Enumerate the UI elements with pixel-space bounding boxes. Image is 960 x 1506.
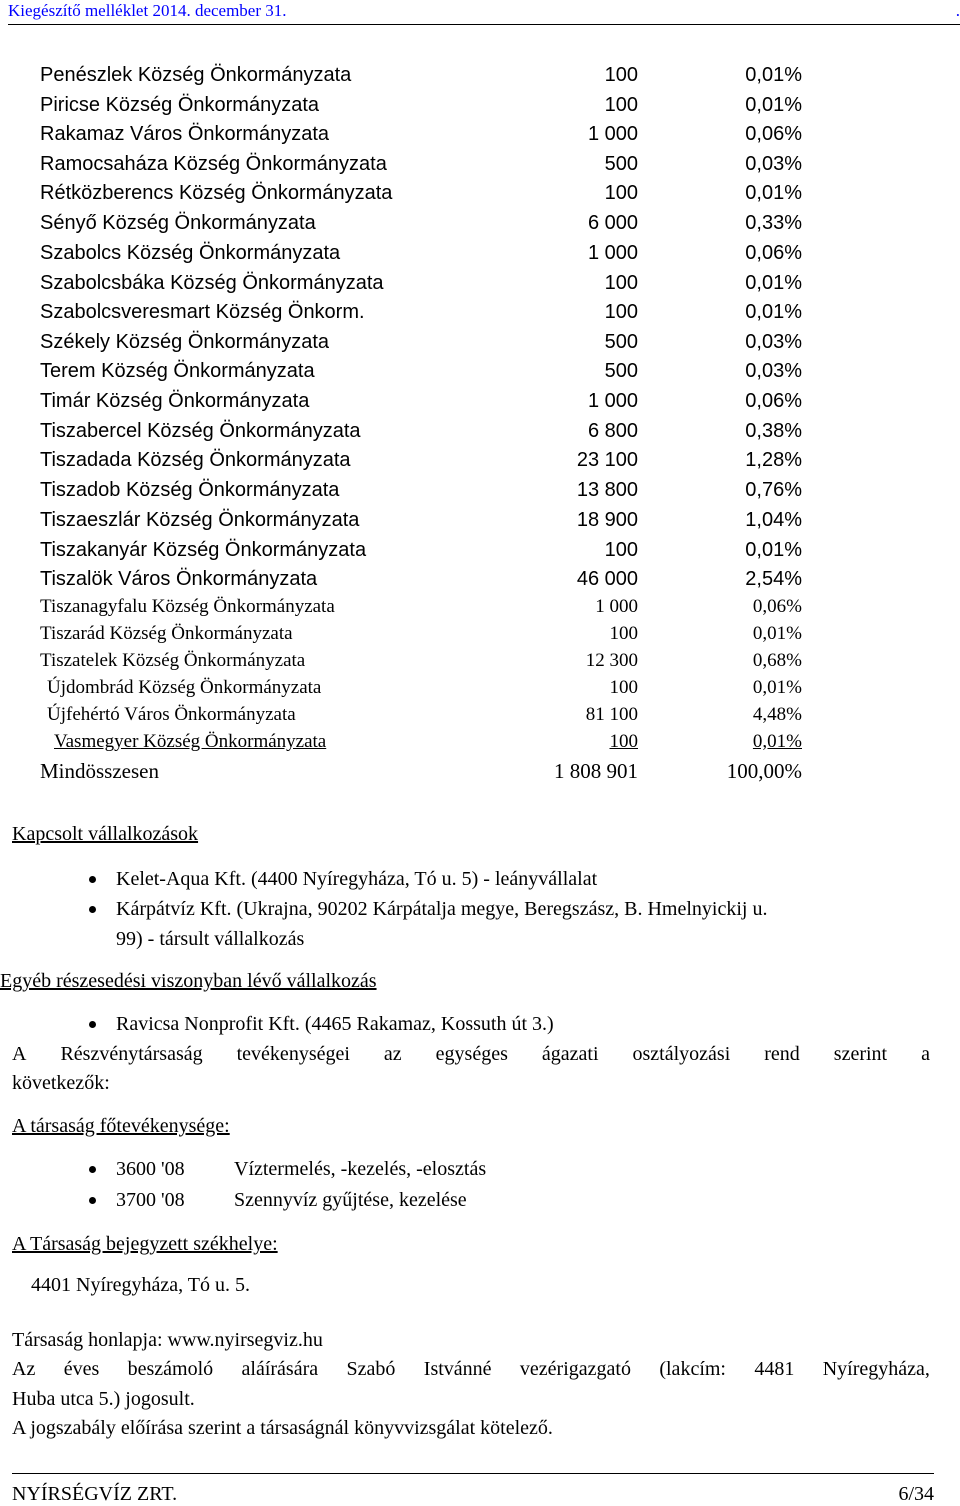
word: beszámoló xyxy=(127,1358,214,1380)
row-name: Tiszanagyfalu Község Önkormányzata xyxy=(40,596,335,617)
word: Szabó xyxy=(346,1358,396,1380)
row-name: Rétközberencs Község Önkormányzata xyxy=(40,182,393,204)
table-row xyxy=(0,388,960,414)
table-row xyxy=(0,121,960,147)
related-item-2-line2: 99) - társult vállalkozás xyxy=(116,928,305,950)
row-percentage: 0,38% xyxy=(745,420,802,442)
table-row xyxy=(0,418,960,444)
row-name: Szabolcsveresmart Község Önkorm. xyxy=(40,301,365,323)
related-item-2-line1: Kárpátvíz Kft. (Ukrajna, 90202 Kárpátalja megye, Beregszász, B. Hmelnyickij u. xyxy=(116,898,768,920)
row-percentage: 0,01% xyxy=(752,731,802,752)
row-name: Vasmegyer Község Önkormányzata xyxy=(54,731,327,752)
word: (lakcím: xyxy=(659,1358,726,1380)
row-name: Rakamaz Város Önkormányzata xyxy=(40,123,330,145)
row-amount: 18 900 xyxy=(576,509,638,531)
bullet xyxy=(89,1166,96,1173)
table-row xyxy=(0,477,960,503)
row-name: Tiszadob Község Önkormányzata xyxy=(40,479,340,501)
row-name: Tiszaeszlár Község Önkormányzata xyxy=(40,509,360,531)
seat-address: 4401 Nyíregyháza, Tó u. 5. xyxy=(31,1274,251,1296)
row-percentage: 0,01% xyxy=(745,301,802,323)
table-row xyxy=(0,447,960,473)
row-amount: 100 xyxy=(604,301,638,323)
table-row xyxy=(0,622,960,646)
row-amount: 6 800 xyxy=(587,420,638,442)
row-percentage: 0,03% xyxy=(745,360,802,382)
row-name: Tiszatelek Község Önkormányzata xyxy=(40,650,306,671)
word: ágazati xyxy=(541,1043,599,1065)
total-pct: 100,00% xyxy=(726,759,802,783)
related-item-1: Kelet-Aqua Kft. (4400 Nyíregyháza, Tó u. 5) - leányvállalat xyxy=(116,868,598,890)
row-name: Tiszarád Község Önkormányzata xyxy=(40,623,293,644)
row-percentage: 1,28% xyxy=(745,449,802,471)
row-name: Szabolcsbáka Község Önkormányzata xyxy=(40,272,384,294)
signatory-line2: Huba utca 5.) jogosult. xyxy=(12,1388,195,1410)
word: vezérigazgató xyxy=(519,1358,631,1380)
row-amount: 100 xyxy=(604,272,638,294)
total-label: Mindösszesen xyxy=(40,759,159,783)
table-row xyxy=(0,566,960,592)
seat-heading: A Társaság bejegyzett székhelye: xyxy=(12,1233,278,1255)
word: Nyíregyháza, xyxy=(822,1358,930,1380)
row-percentage: 0,06% xyxy=(752,596,802,617)
table-row xyxy=(0,537,960,563)
audit-statement: A jogszabály előírása szerint a társaságnál könyvvizsgálat kötelező. xyxy=(12,1417,553,1439)
table-row xyxy=(0,240,960,266)
row-amount: 100 xyxy=(609,623,638,644)
row-amount: 100 xyxy=(604,64,638,86)
table-row xyxy=(0,649,960,673)
activity-intro-line2: következők: xyxy=(12,1072,110,1094)
row-amount: 100 xyxy=(609,731,638,752)
row-percentage: 4,48% xyxy=(752,704,802,725)
total-row xyxy=(0,758,960,784)
row-percentage: 0,76% xyxy=(745,479,802,501)
main-activity-heading: A társaság főtevékenysége: xyxy=(12,1115,230,1137)
other-item-1: Ravicsa Nonprofit Kft. (4465 Rakamaz, Kossuth út 3.) xyxy=(116,1013,554,1035)
row-amount: 500 xyxy=(604,331,638,353)
row-name: Penészlek Község Önkormányzata xyxy=(40,64,352,86)
row-name: Timár Község Önkormányzata xyxy=(40,390,310,412)
footer-company: NYÍRSÉGVÍZ ZRT. xyxy=(12,1483,178,1505)
row-percentage: 0,01% xyxy=(745,182,802,204)
bullet xyxy=(89,1197,96,1204)
activity-desc-2: Szennyvíz gyűjtése, kezelése xyxy=(234,1189,467,1211)
bullet xyxy=(89,876,96,883)
row-percentage: 0,06% xyxy=(745,123,802,145)
word: A xyxy=(12,1043,27,1065)
row-amount: 100 xyxy=(604,539,638,561)
signatory-line1 xyxy=(12,1356,930,1382)
word: a xyxy=(921,1043,930,1065)
row-percentage: 0,06% xyxy=(745,242,802,264)
row-name: Tiszabercel Község Önkormányzata xyxy=(40,420,361,442)
row-name: Tiszakanyár Község Önkormányzata xyxy=(40,539,367,561)
row-name: Piricse Község Önkormányzata xyxy=(40,94,320,116)
row-percentage: 1,04% xyxy=(745,509,802,531)
word: 4481 xyxy=(754,1358,795,1380)
word: az xyxy=(383,1043,402,1065)
row-amount: 100 xyxy=(604,94,638,116)
footer-page-number: 6/34 xyxy=(898,1483,934,1505)
row-name: Tiszadada Község Önkormányzata xyxy=(40,449,351,471)
word: szerint xyxy=(833,1043,888,1065)
word: Istvánné xyxy=(423,1358,492,1380)
table-row xyxy=(0,703,960,727)
row-name: Szabolcs Község Önkormányzata xyxy=(40,242,341,264)
row-amount: 46 000 xyxy=(576,568,638,590)
row-percentage: 0,68% xyxy=(752,650,802,671)
table-row xyxy=(0,595,960,619)
row-name: Terem Község Önkormányzata xyxy=(40,360,315,382)
row-amount: 23 100 xyxy=(576,449,638,471)
row-amount: 100 xyxy=(609,677,638,698)
row-amount: 81 100 xyxy=(585,704,638,725)
row-name: Újfehértó Város Önkormányzata xyxy=(47,704,296,725)
row-percentage: 0,01% xyxy=(752,623,802,644)
total-amount: 1 808 901 xyxy=(554,759,638,783)
table-row xyxy=(0,299,960,325)
table-row xyxy=(0,151,960,177)
table-row xyxy=(0,62,960,88)
activity-code-1: 3600 '08 xyxy=(116,1158,185,1180)
word: osztályozási xyxy=(632,1043,731,1065)
header-title: Kiegészítő melléklet 2014. december 31. xyxy=(8,1,287,20)
row-amount: 1 000 xyxy=(587,123,638,145)
row-amount: 500 xyxy=(604,360,638,382)
row-name: Újdombrád Község Önkormányzata xyxy=(47,677,322,698)
word: éves xyxy=(63,1358,100,1380)
row-name: Tiszalök Város Önkormányzata xyxy=(40,568,318,590)
activity-code-2: 3700 '08 xyxy=(116,1189,185,1211)
row-percentage: 0,01% xyxy=(752,677,802,698)
row-amount: 1 000 xyxy=(595,596,638,617)
table-row xyxy=(0,358,960,384)
row-amount: 12 300 xyxy=(585,650,638,671)
word: rend xyxy=(764,1043,800,1065)
website-line: Társaság honlapja: www.nyirsegviz.hu xyxy=(12,1329,323,1351)
other-heading: Egyéb részesedési viszonyban lévő vállalkozás xyxy=(0,970,377,992)
word: aláírására xyxy=(241,1358,319,1380)
page-header xyxy=(8,0,960,25)
row-percentage: 0,06% xyxy=(745,390,802,412)
row-percentage: 2,54% xyxy=(745,568,802,590)
header-dot: . xyxy=(955,1,960,20)
word: egységes xyxy=(435,1043,508,1065)
related-heading: Kapcsolt vállalkozások xyxy=(12,823,199,845)
table-row xyxy=(0,329,960,355)
word: Részvénytársaság xyxy=(60,1043,203,1065)
row-percentage: 0,01% xyxy=(745,272,802,294)
table-row xyxy=(0,676,960,700)
row-amount: 1 000 xyxy=(587,390,638,412)
row-amount: 13 800 xyxy=(576,479,638,501)
row-percentage: 0,01% xyxy=(745,539,802,561)
table-row xyxy=(0,270,960,296)
word: Az xyxy=(12,1358,36,1380)
activity-intro-line1 xyxy=(12,1041,930,1067)
row-amount: 100 xyxy=(604,182,638,204)
row-amount: 1 000 xyxy=(587,242,638,264)
word: tevékenységei xyxy=(236,1043,350,1065)
row-percentage: 0,03% xyxy=(745,331,802,353)
table-row xyxy=(0,507,960,533)
row-amount: 500 xyxy=(604,153,638,175)
row-percentage: 0,01% xyxy=(745,94,802,116)
table-row xyxy=(0,92,960,118)
row-percentage: 0,03% xyxy=(745,153,802,175)
footer-divider xyxy=(12,1473,934,1474)
bullet xyxy=(89,1021,96,1028)
row-percentage: 0,33% xyxy=(745,212,802,234)
row-name: Székely Község Önkormányzata xyxy=(40,331,330,353)
row-amount: 6 000 xyxy=(587,212,638,234)
row-name: Ramocsaháza Község Önkormányzata xyxy=(40,153,387,175)
bullet xyxy=(89,906,96,913)
activity-desc-1: Víztermelés, -kezelés, -elosztás xyxy=(234,1158,487,1180)
table-row xyxy=(0,210,960,236)
row-percentage: 0,01% xyxy=(745,64,802,86)
table-row xyxy=(0,180,960,206)
row-name: Sényő Község Önkormányzata xyxy=(40,212,316,234)
table-row xyxy=(0,730,960,754)
